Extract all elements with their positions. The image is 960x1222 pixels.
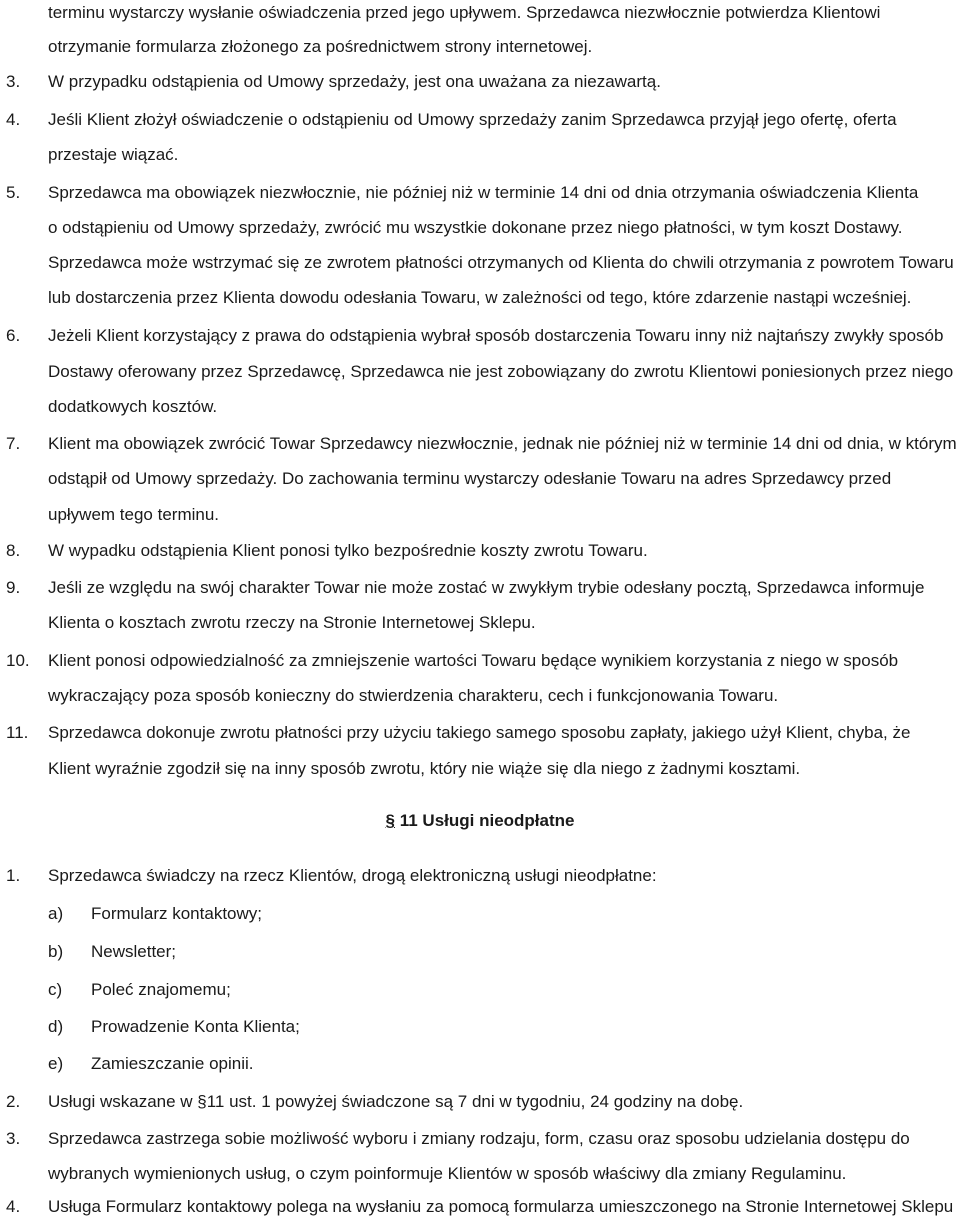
sub-list-item: Formularz kontaktowy; (91, 904, 262, 923)
paragraph-line: Usługi wskazane w §11 ust. 1 powyżej świadczone są 7 dni w tygodniu, 24 godziny na dobę. (48, 1092, 744, 1111)
list-number: 7. (6, 434, 21, 453)
list-number: 3. (6, 1129, 21, 1148)
section-heading (0, 810, 960, 832)
paragraph-line: Jeśli ze względu na swój charakter Towar nie może zostać w zwykłym trybie odesłany pocztą, Sprzedawca informuje (48, 578, 925, 597)
paragraph-line: Sprzedawca ma obowiązek niezwłocznie, nie później niż w terminie 14 dni od dnia otrzymania oświadczenia Klienta (48, 183, 919, 202)
paragraph-line: odstąpił od Umowy sprzedaży. Do zachowania terminu wystarczy odesłanie Towaru na adres Sprzedawcy przed (48, 469, 892, 488)
sub-list-letter: d) (48, 1017, 64, 1036)
list-number: 1. (6, 866, 21, 885)
paragraph-line: Dostawy oferowany przez Sprzedawcę, Sprzedawca nie jest zobowiązany do zwrotu Klientowi poniesionych przez niego (48, 362, 954, 381)
sub-list-letter: b) (48, 942, 64, 961)
list-number: 10. (6, 651, 30, 670)
sub-list-letter: c) (48, 980, 63, 999)
list-number: 11. (6, 723, 29, 742)
paragraph-line: Klient wyraźnie zgodził się na inny sposób zwrotu, który nie wiąże się dla niego z żadnymi kosztami. (48, 759, 801, 778)
paragraph-line: terminu wystarczy wysłanie oświadczenia przed jego upływem. Sprzedawca niezwłocznie potwierdza Klientowi (48, 3, 881, 22)
paragraph-line: otrzymanie formularza złożonego za pośrednictwem strony internetowej. (48, 37, 593, 56)
section-symbol: § (385, 811, 395, 830)
paragraph-line: przestaje wiązać. (48, 145, 179, 164)
sub-list-item: Zamieszczanie opinii. (91, 1054, 254, 1073)
list-number: 5. (6, 183, 21, 202)
sub-list-item: Newsletter; (91, 942, 177, 961)
paragraph-line: Klienta o kosztach zwrotu rzeczy na Stronie Internetowej Sklepu. (48, 613, 536, 632)
sub-list-letter: a) (48, 904, 64, 923)
paragraph-line: W wypadku odstąpienia Klient ponosi tylko bezpośrednie koszty zwrotu Towaru. (48, 541, 648, 560)
paragraph-line: Jeżeli Klient korzystający z prawa do odstąpienia wybrał sposób dostarczenia Towaru inny niż najtańszy zwykły sposób (48, 326, 944, 345)
sub-list-item: Prowadzenie Konta Klienta; (91, 1017, 300, 1036)
list-number: 2. (6, 1092, 21, 1111)
paragraph-line: Klient ma obowiązek zwrócić Towar Sprzedawcy niezwłocznie, jednak nie później niż w terminie 14 dni od dnia, w którym (48, 434, 957, 453)
list-number: 6. (6, 326, 21, 345)
paragraph-line: wykraczający poza sposób konieczny do stwierdzenia charakteru, cech i funkcjonowania Towaru. (48, 686, 779, 705)
paragraph-line: Usługa Formularz kontaktowy polega na wysłaniu za pomocą formularza umieszczonego na Stronie Internetowej Sklepu (48, 1197, 954, 1216)
sub-list-letter: e) (48, 1054, 64, 1073)
paragraph-line: Sprzedawca dokonuje zwrotu płatności przy użyciu takiego samego sposobu zapłaty, jakiego użył Klient, chyba, że (48, 723, 911, 742)
list-number: 4. (6, 1197, 21, 1216)
paragraph-line: wybranych wymienionych usług, o czym poinformuje Klientów w sposób właściwy dla zmiany Regulaminu. (48, 1164, 847, 1183)
paragraph-line: Sprzedawca świadczy na rzecz Klientów, drogą elektroniczną usługi nieodpłatne: (48, 866, 657, 885)
paragraph-line: W przypadku odstąpienia od Umowy sprzedaży, jest ona uważana za niezawartą. (48, 72, 661, 91)
paragraph-line: dodatkowych kosztów. (48, 397, 218, 416)
section-title: 11 Usługi nieodpłatne (399, 811, 575, 830)
paragraph-line: Jeśli Klient złożył oświadczenie o odstąpieniu od Umowy sprzedaży zanim Sprzedawca przyjął jego ofertę, oferta (48, 110, 897, 129)
paragraph-line: upływem tego terminu. (48, 505, 220, 524)
sub-list-item: Poleć znajomemu; (91, 980, 231, 999)
paragraph-line: Sprzedawca może wstrzymać się ze zwrotem płatności otrzymanych od Klienta do chwili otrzymania z powrotem Towaru (48, 253, 954, 272)
list-number: 3. (6, 72, 21, 91)
list-number: 4. (6, 110, 21, 129)
paragraph-line: Sprzedawca zastrzega sobie możliwość wyboru i zmiany rodzaju, form, czasu oraz sposobu udzielania dostępu do (48, 1129, 910, 1148)
paragraph-line: lub dostarczenia przez Klienta dowodu odesłania Towaru, w zależności od tego, które zdarzenie nastąpi wcześniej. (48, 288, 912, 307)
paragraph-line: Klient ponosi odpowiedzialność za zmniejszenie wartości Towaru będące wynikiem korzystania z niego w sposób (48, 651, 899, 670)
paragraph-line: o odstąpieniu od Umowy sprzedaży, zwrócić mu wszystkie dokonane przez niego płatności, w tym koszt Dostawy. (48, 218, 903, 237)
list-number: 8. (6, 541, 21, 560)
list-number: 9. (6, 578, 21, 597)
